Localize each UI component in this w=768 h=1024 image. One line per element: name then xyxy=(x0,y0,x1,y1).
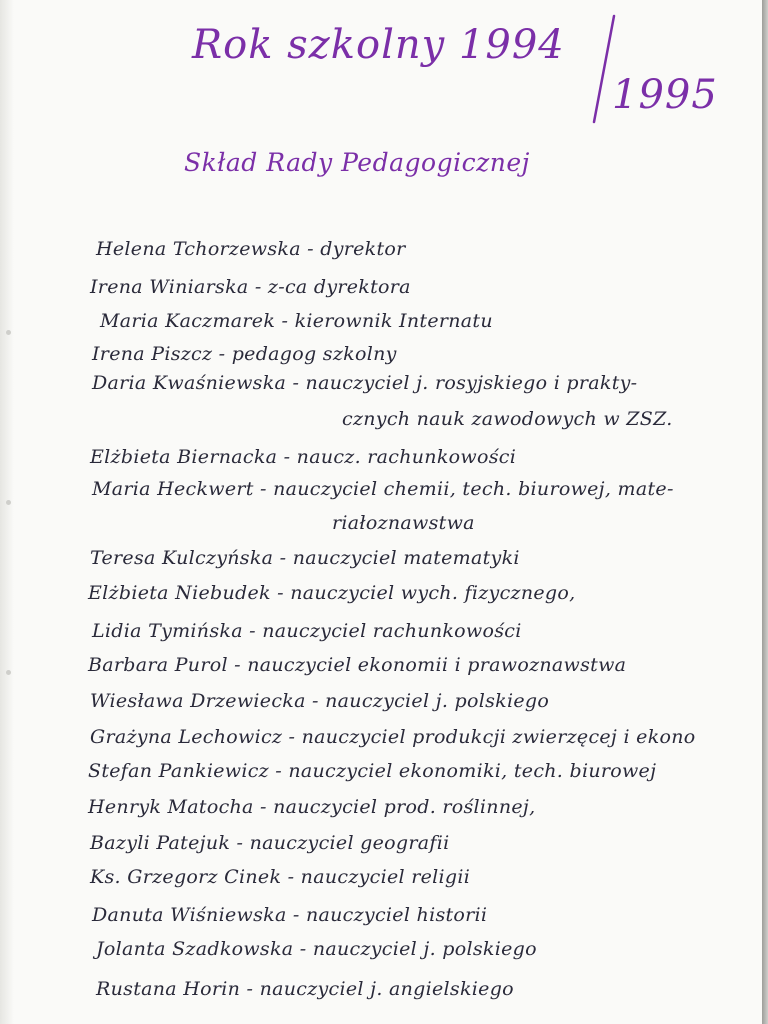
staff-entry: Teresa Kulczyńska - nauczyciel matematyki xyxy=(90,547,520,569)
staff-entry: Danuta Wiśniewska - nauczyciel historii xyxy=(92,904,488,926)
staff-entry: Stefan Pankiewicz - nauczyciel ekonomiki, tech. biurowej xyxy=(88,760,657,782)
staff-entry: Elżbieta Niebudek - nauczyciel wych. fizycznego, xyxy=(88,582,576,604)
staff-entry: Bazyli Patejuk - nauczyciel geografii xyxy=(90,832,450,854)
staff-entry: Barbara Purol - nauczyciel ekonomii i prawoznawstwa xyxy=(88,654,627,676)
page-title: Rok szkolny 1994 xyxy=(192,22,565,68)
page-subtitle: Skład Rady Pedagogicznej xyxy=(184,148,530,177)
staff-entry: Lidia Tymińska - nauczyciel rachunkowości xyxy=(92,620,522,642)
staff-entry: Wiesława Drzewiecka - nauczyciel j. polskiego xyxy=(90,690,550,712)
staff-entry: Maria Heckwert - nauczyciel chemii, tech. biurowej, mate- xyxy=(92,478,674,500)
staff-entry: Jolanta Szadkowska - nauczyciel j. polskiego xyxy=(96,938,537,960)
title-year-end: 1995 xyxy=(612,72,718,118)
staff-entry: Ks. Grzegorz Cinek - nauczyciel religii xyxy=(90,866,471,888)
staff-entry: Elżbieta Biernacka - naucz. rachunkowości xyxy=(90,446,517,468)
staff-entry-continuation: riałoznawstwa xyxy=(332,512,475,534)
staff-entry: Daria Kwaśniewska - nauczyciel j. rosyjskiego i prakty- xyxy=(92,372,638,394)
staff-entry: Maria Kaczmarek - kierownik Internatu xyxy=(100,310,493,332)
staff-entry: Grażyna Lechowicz - nauczyciel produkcji zwierzęcej i ekono xyxy=(90,726,696,748)
staff-entry: Helena Tchorzewska - dyrektor xyxy=(96,238,406,260)
page-edge-shadow xyxy=(762,0,768,1024)
staff-entry: Irena Piszcz - pedagog szkolny xyxy=(92,343,397,365)
staff-entry: Irena Winiarska - z-ca dyrektora xyxy=(90,276,411,298)
staff-entry-continuation: cznych nauk zawodowych w ZSZ. xyxy=(342,408,673,430)
staff-entry: Henryk Matocha - nauczyciel prod. roślinnej, xyxy=(88,796,536,818)
staff-entry: Rustana Horin - nauczyciel j. angielskiego xyxy=(96,978,514,1000)
